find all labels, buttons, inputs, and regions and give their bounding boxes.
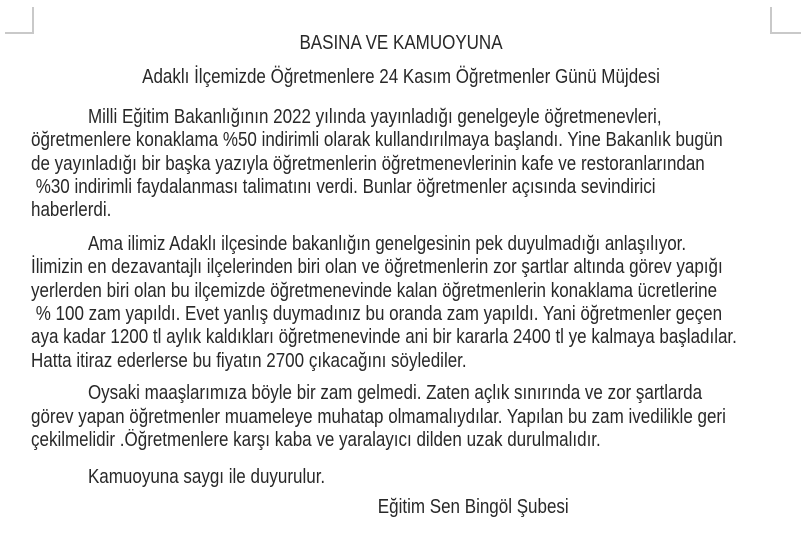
- document-content: [31, 32, 771, 519]
- scan-corner-mark-left: [5, 7, 34, 34]
- document-subtitle: Adaklı İlçemizde Öğretmenlere 24 Kasım Öğretmenler Günü Müjdesi: [142, 66, 660, 89]
- text-line: aya kadar 1200 tl aylık kaldıkları öğretmenevinde ani bir kararla 2400 tl ye kalmaya başladılar.: [31, 326, 737, 349]
- text-line: Oysaki maaşlarımıza böyle bir zam gelmedi. Zaten açlık sınırında ve zor şartlarda: [87, 382, 703, 405]
- text-line: çekilmelidir .Öğretmenlere karşı kaba ve yaralayıcı dilden uzak durulmalıdır.: [31, 429, 601, 452]
- text-line: %30 indirimli faydalanması talimatını verdi. Bunlar öğretmenler açısında sevindirici: [31, 176, 656, 199]
- text-line: Milli Eğitim Bakanlığının 2022 yılında yayınladığı genelgeyle öğretmenevleri,: [87, 105, 662, 128]
- paragraph-1: [31, 106, 771, 223]
- text-line: Hatta itiraz ederlerse bu fiyatın 2700 çıkacağını söylediler.: [31, 349, 467, 372]
- text-line: İlimizin en dezavantajlı ilçelerinden biri olan ve öğretmenlerin zor şartlar altında görev yapığı: [31, 256, 723, 279]
- document-title: BASINA VE KAMUOYUNA: [299, 32, 503, 54]
- text-line: haberlerdi.: [31, 199, 112, 222]
- scan-corner-mark-right: [770, 7, 801, 34]
- signature-line: Eğitim Sen Bingöl Şubesi: [377, 495, 569, 518]
- text-line: yerlerden biri olan bu ilçemizde öğretmenevinde kalan öğretmenlerin konaklama ücretlerine: [31, 279, 718, 302]
- paragraph-3: [31, 382, 771, 452]
- closing-line: Kamuoyuna saygı ile duyurulur.: [87, 465, 326, 488]
- text-line: de yayınladığı bir başka yazıyla öğretmenlerin öğretmenevlerinin kafe ve restoranlarından: [31, 152, 705, 175]
- paragraph-2: [31, 233, 771, 373]
- text-line: % 100 zam yapıldı. Evet yanlış duymadınız bu oranda zam yapıldı. Yani öğretmenler geçen: [31, 303, 723, 326]
- text-line: öğretmenlere konaklama %50 indirimli olarak kullandırılmaya başlandı. Yine Bakanlık bugün: [31, 129, 723, 152]
- text-line: Ama ilimiz Adaklı ilçesinde bakanlığın genelgesinin pek duyulmadığı anlaşılıyor.: [87, 232, 687, 255]
- text-line: görev yapan öğretmenler muameleye muhatap olmamalıydılar. Yapılan bu zam ivedilikle geri: [31, 405, 726, 428]
